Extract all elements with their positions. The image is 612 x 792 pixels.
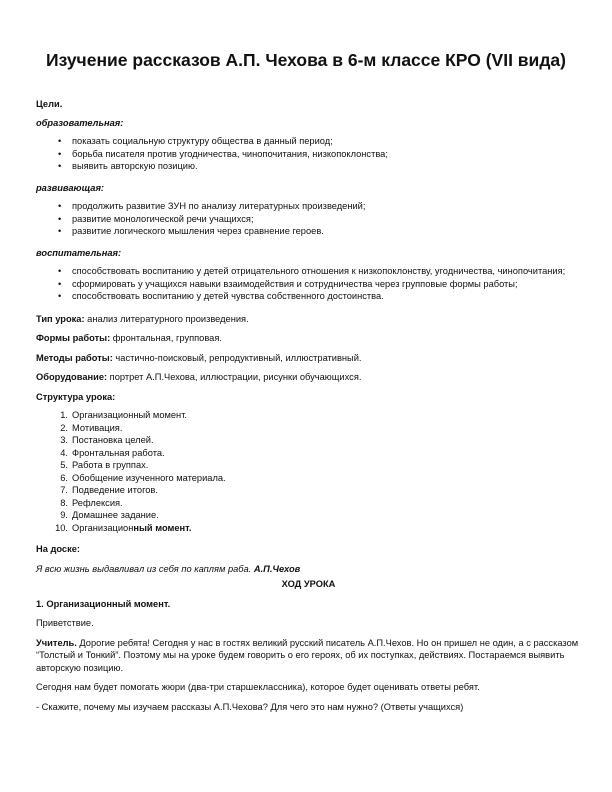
list-item [36, 409, 581, 422]
list-item: • развитие логического мышления через сравнение героев. [36, 225, 581, 238]
list-text: Постановка целей. [72, 435, 154, 445]
list-text: Работа в группах. [72, 460, 149, 470]
board-heading: На доске: [36, 544, 81, 554]
list-number: 9. [60, 510, 68, 520]
document-title: Изучение рассказов А.П. Чехова в 6-м классе КРО (VII вида) [45, 50, 566, 70]
developmental-goal-list [36, 200, 581, 238]
list-number: 1. [60, 410, 68, 420]
teacher-label: Учитель. [36, 637, 77, 648]
list-text: Мотивация. [72, 422, 123, 433]
epigraph-author: А.П.Чехов [251, 563, 301, 574]
lesson-type [36, 313, 581, 326]
list-item: • выявить авторскую позицию. [36, 160, 581, 173]
work-forms-label: Формы работы: [36, 333, 111, 343]
list-item [36, 459, 581, 472]
goals-heading: Цели. [36, 99, 63, 109]
document-body [36, 98, 581, 713]
list-number: 10. [55, 522, 68, 533]
list-text-bold: ный момент. [133, 522, 192, 533]
list-text: Фронтальная работа. [72, 447, 165, 458]
jury-paragraph: Сегодня нам будет помогать жюри (два-три старшеклассника), которое будет оценивать ответы ребят. [36, 682, 480, 692]
list-number: 6. [60, 472, 68, 483]
upbringing-goal-label: воспитательная: [36, 247, 122, 258]
work-methods-label: Методы работы: [36, 352, 113, 363]
list-number: 3. [60, 435, 68, 445]
list-item [36, 422, 581, 435]
equipment-value: портрет А.П.Чехова, иллюстрации, рисунки обучающихся. [107, 372, 362, 382]
list-number: 8. [60, 497, 68, 508]
work-forms-value: фронтальная, групповая. [110, 333, 222, 343]
list-item: • показать социальную структуру общества в данный период; [36, 135, 581, 148]
teacher-paragraph [36, 637, 581, 675]
list-number: 4. [60, 447, 68, 458]
list-item [36, 484, 581, 497]
epigraph [36, 563, 581, 576]
list-text: Обобщение изученного материала. [72, 472, 226, 483]
list-item [36, 447, 581, 460]
educational-goal-label: образовательная: [36, 117, 124, 128]
structure-heading: Структура урока: [36, 391, 116, 402]
list-item: • способствовать воспитанию у детей чувства собственного достоинства. [36, 290, 581, 303]
list-text: Организационный момент. [72, 410, 188, 420]
lesson-progress-heading: ХОД УРОКА [281, 579, 336, 589]
epigraph-quote: Я всю жизнь выдавливал из себя по каплям раба. [36, 563, 252, 574]
list-item [36, 509, 581, 522]
list-item: • продолжить развитие ЗУН по анализу литературных произведений; [36, 200, 581, 213]
lesson-type-label: Тип урока: [36, 313, 85, 324]
list-number: 5. [60, 460, 68, 470]
list-item: • борьба писателя против угодничества, чинопочитания, низкопоклонства; [36, 148, 581, 161]
list-text: Рефлексия. [72, 497, 123, 508]
list-item: • развитие монологической речи учащихся; [36, 213, 581, 226]
list-number: 2. [60, 422, 68, 433]
list-item [36, 472, 581, 485]
list-item [36, 522, 581, 535]
equipment-label: Оборудование: [36, 372, 108, 382]
question-paragraph: - Скажите, почему мы изучаем рассказы А.П.Чехова? Для чего это нам нужно? (Ответы учащихся) [36, 701, 464, 712]
list-text: Домашнее задание. [72, 510, 159, 520]
teacher-text: Дорогие ребята! Сегодня у нас в гостях великий русский писатель А.П.Чехов. Но он пришел не один, а с рассказом “Толстый и Тонкий”. Поэтому мы на уроке будем говорить о его героях, об их поступках, действиях. Постараемся выявить авторскую позицию. [36, 637, 579, 673]
upbringing-goal-list [36, 265, 581, 303]
list-text: Подведение итогов. [72, 485, 158, 495]
structure-list [36, 409, 581, 534]
work-forms [36, 332, 581, 345]
list-number: 7. [60, 485, 68, 495]
educational-goal-list [36, 135, 581, 173]
work-methods-value: частично-поисковый, репродуктивный, иллюстративный. [112, 352, 362, 363]
list-item: • способствовать воспитанию у детей отрицательного отношения к низкопоклонству, угодничества, чинопочитания; [36, 265, 581, 278]
work-methods [36, 352, 581, 365]
section-heading: 1. Организационный момент. [36, 598, 171, 609]
list-item [36, 434, 581, 447]
greeting-text: Приветствие. [36, 618, 94, 628]
equipment [36, 371, 581, 384]
list-item [36, 497, 581, 510]
developmental-goal-label: развивающая: [36, 182, 105, 193]
list-item: • сформировать у учащихся навыки взаимодействия и сотрудничества через групповые формы работы; [36, 278, 581, 291]
lesson-type-value: анализ литературного произведения. [84, 313, 249, 324]
list-text: Организацион [72, 522, 134, 533]
